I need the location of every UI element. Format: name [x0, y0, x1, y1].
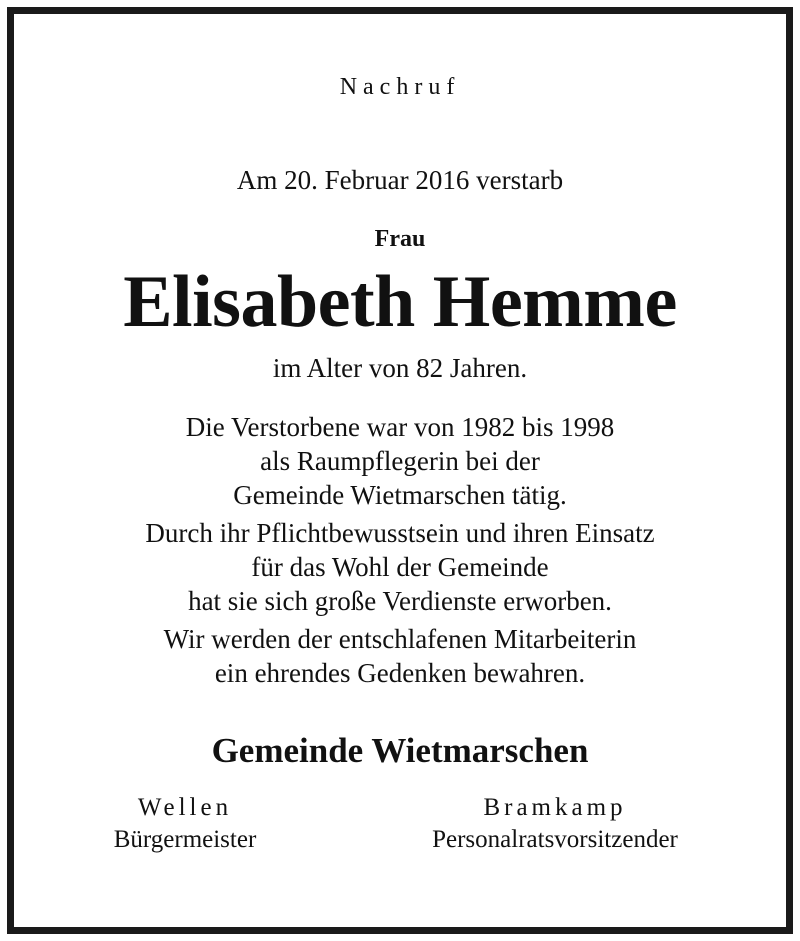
signatory-name: Bramkamp [483, 794, 627, 821]
signatory-staff-council [395, 792, 715, 856]
organization-name: Gemeinde Wietmarschen [211, 731, 589, 770]
paragraph-line: Wir werden der entschlafenen Mitarbeiterin [163, 624, 637, 654]
paragraph-line: Durch ihr Pflichtbewusstsein und ihren Einsatz [145, 518, 655, 548]
signatory-role: Personalratsvorsitzender [432, 826, 678, 853]
notice-heading: Nachruf [339, 74, 461, 100]
paragraph-line: Gemeinde Wietmarschen tätig. [233, 480, 567, 510]
remembrance-paragraph [0, 622, 800, 690]
deceased-name: Elisabeth Hemme [123, 261, 677, 343]
signatory-mayor [80, 792, 290, 856]
salutation: Frau [374, 226, 426, 252]
employment-paragraph [0, 410, 800, 512]
merit-paragraph [0, 516, 800, 618]
paragraph-line: Die Verstorbene war von 1982 bis 1998 [185, 412, 615, 442]
age-line: im Alter von 82 Jahren. [272, 353, 528, 383]
paragraph-line: für das Wohl der Gemeinde [251, 552, 549, 582]
signatory-role: Bürgermeister [113, 826, 257, 853]
paragraph-line: als Raumpflegerin bei der [260, 446, 540, 476]
paragraph-line: hat sie sich große Verdienste erworben. [188, 586, 612, 616]
death-date-line: Am 20. Februar 2016 verstarb [236, 165, 564, 195]
paragraph-line: ein ehrendes Gedenken bewahren. [214, 658, 586, 688]
signatory-name: Wellen [137, 794, 233, 821]
